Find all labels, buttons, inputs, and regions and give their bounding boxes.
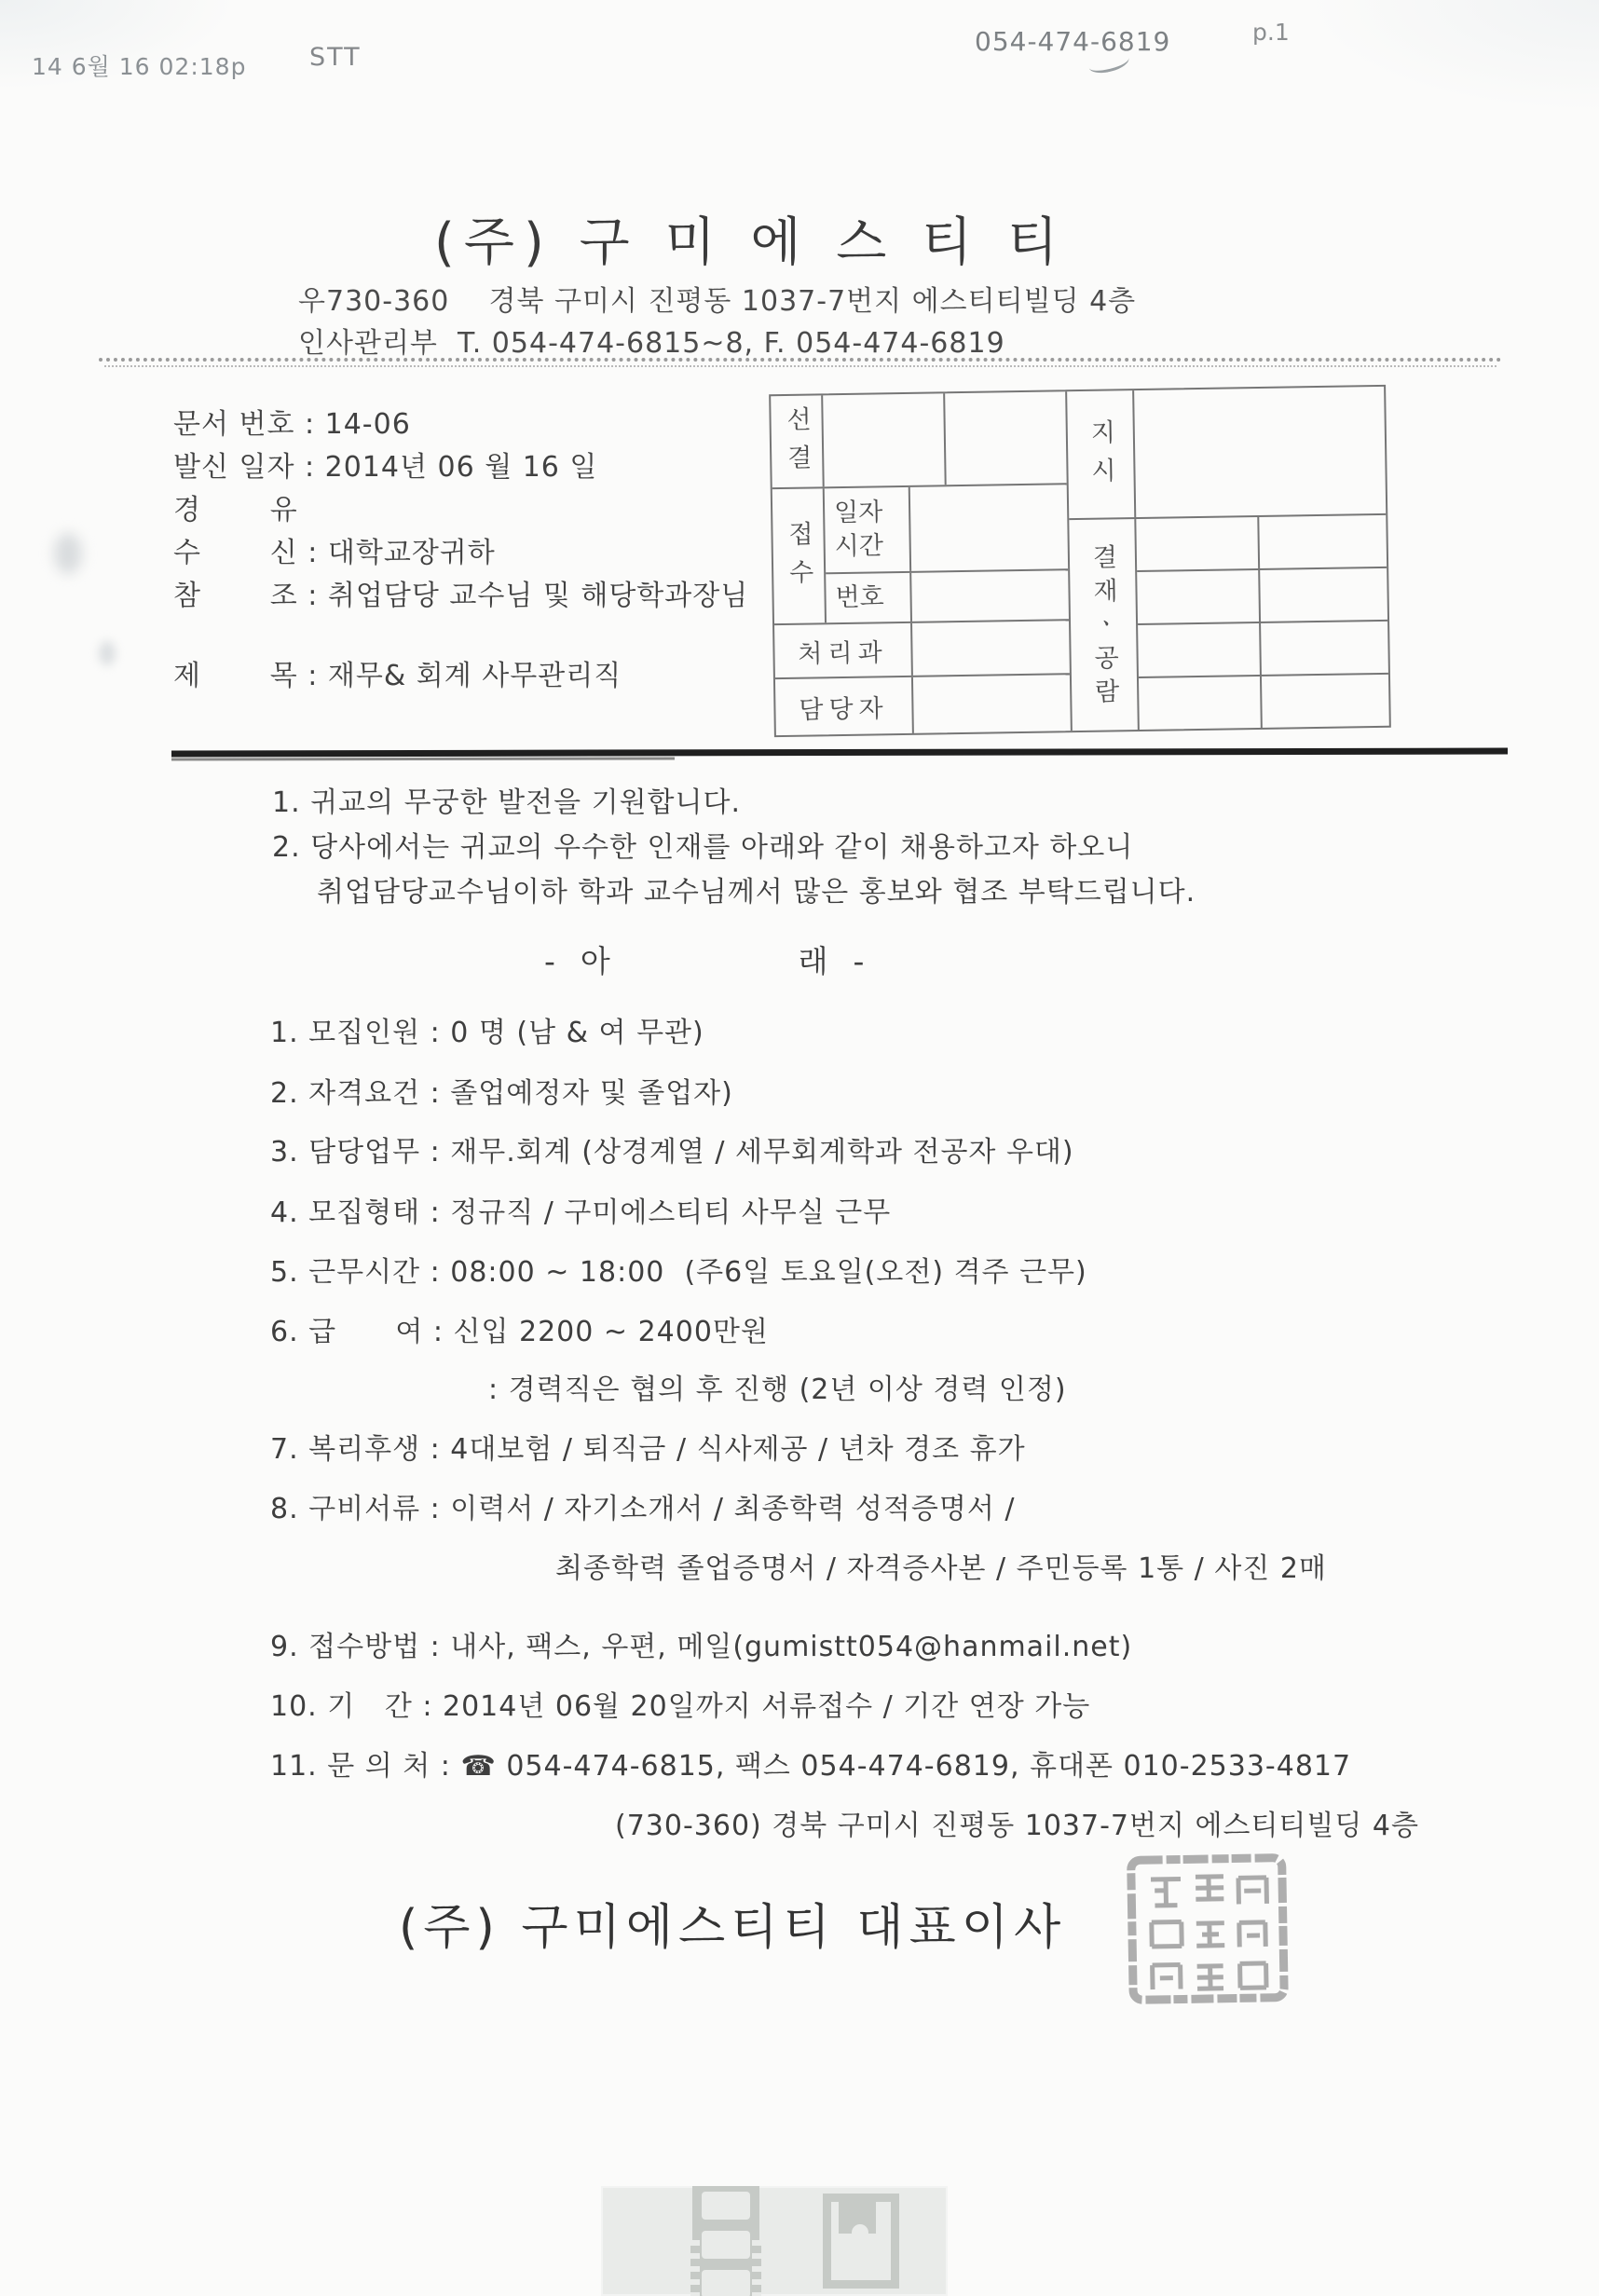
approval-cell [1259,515,1387,568]
item-recruit-count: 1. 모집인원 : 0 명 (남 & 여 무관) [270,1017,704,1049]
via-line: 경 유 [173,494,298,526]
recipient-line: 수 신 : 대학교장귀하 [173,537,496,569]
company-contact: 인사관리부 T. 054-474-6815~8, F. 054-474-6819 [298,327,1005,360]
fax-number: 054-474-6819 [975,26,1171,57]
company-address: 우730-360 경북 구미시 진평동 1037-7번지 에스티티빌딩 4층 [298,285,1137,318]
approval-cell [1262,675,1389,728]
receipt-label: 접수 [772,488,827,623]
item-benefits: 7. 복리후생 : 4대보험 / 퇴직금 / 식사제공 / 년차 경조 휴가 [270,1433,1026,1466]
item-working-hours: 5. 근무시간 : 08:00 ~ 18:00 (주6일 토요일(오전) 격주 근무) [270,1256,1087,1289]
directive-cell [1134,387,1386,517]
approval-cell [1138,623,1262,676]
approval-cell [1137,570,1261,623]
picture-box-icon [823,2194,899,2289]
scan-smudge [54,533,82,574]
section-divider-arae: - 아 래 - [544,943,867,979]
item-contact-address: (730-360) 경북 구미시 진평동 1037-7번지 에스티티빌딩 4층 [615,1810,1419,1842]
scan-artifact-strip [601,2186,948,2296]
receipt-date-time-label: 일자 시간 [825,487,911,572]
item-required-documents: 8. 구비서류 : 이력서 / 자기소개서 / 최종학력 성적증명서 / [270,1493,1016,1525]
intro-line: 취업담당교수님이하 학과 교수님께서 많은 홍보와 협조 부탁드립니다. [317,876,1196,909]
approval-circulation-label: 결재ㆍ공람 [1069,519,1140,731]
fax-timestamp: 14 6월 16 02:18p [32,53,247,80]
processing-dept-cell [912,621,1070,676]
receipt-number-cell [911,570,1069,622]
item-salary-continued: : 경력직은 협의 후 진행 (2년 이상 경력 인정) [488,1374,1067,1406]
intro-line: 1. 귀교의 무궁한 발전을 기원합니다. [272,786,742,819]
staff-in-charge-label: 담당자 [775,677,914,735]
approval-box-left [771,391,1073,735]
subject-line: 제 목 : 재무& 회계 사무관리직 [173,660,622,692]
dotted-separator-2 [104,365,1496,367]
doc-number-line: 문서 번호 : 14-06 [173,408,411,441]
item-contact-info: 11. 문 의 처 : ☎ 054-474-6815, 팩스 054-474-6819, 휴대폰 010-2533-4817 [270,1750,1352,1783]
processing-dept-label: 처리과 [774,623,913,677]
item-duties: 3. 담당업무 : 재무.회계 (상경계열 / 세무회계학과 전공자 우대) [270,1136,1074,1168]
fax-page-number: p.1 [1252,19,1290,46]
directive-label: 지시 [1067,390,1136,518]
approval-cell [1261,622,1388,675]
preliminary-approval-label: 선결 [771,395,825,487]
company-title: (주) 구 미 에 스 티 티 [434,212,1068,273]
receipt-date-time-cell [910,485,1068,571]
dotted-separator [99,358,1502,362]
item-employment-type: 4. 모집형태 : 정규직 / 구미에스티티 사무실 근무 [270,1196,892,1229]
send-date-line: 발신 일자 : 2014년 06 월 16 일 [173,451,598,484]
fax-station-id: STT [309,43,362,72]
signature-line: (주) 구미에스티티 대표이사 [399,1900,1067,1956]
heavy-rule [171,747,1508,757]
approval-cell [1136,517,1260,570]
item-salary: 6. 급 여 : 신입 2200 ~ 2400만원 [270,1316,769,1348]
preliminary-cell-2 [945,391,1067,485]
approval-box-right [1067,387,1389,731]
intro-line: 2. 당사에서는 귀교의 우수한 인재를 아래와 같이 채용하고자 하오니 [272,831,1134,864]
item-required-documents-continued: 최종학력 졸업증명서 / 자격증사본 / 주민등록 1통 / 사진 2매 [555,1552,1327,1585]
heavy-rule-shadow [171,758,675,761]
receipt-number-label: 번호 [826,573,912,622]
corporate-seal-stamp [1122,1849,1292,2016]
item-application-period: 10. 기 간 : 2014년 06월 20일까지 서류접수 / 기간 연장 가능 [270,1690,1091,1723]
cc-line: 참 조 : 취업담당 교수님 및 해당학과장님 [173,580,749,612]
approval-routing-box [769,385,1391,737]
preliminary-cell-1 [823,393,947,486]
film-strip-icon [692,2186,759,2296]
item-application-method: 9. 접수방법 : 내사, 팩스, 우편, 메일(gumistt054@hanmail.net) [270,1631,1133,1663]
staff-in-charge-cell [913,675,1071,733]
approval-cell [1139,676,1263,730]
approval-cell [1260,568,1387,622]
scan-smudge [99,641,116,665]
item-qualifications: 2. 자격요건 : 졸업예정자 및 졸업자) [270,1077,733,1110]
